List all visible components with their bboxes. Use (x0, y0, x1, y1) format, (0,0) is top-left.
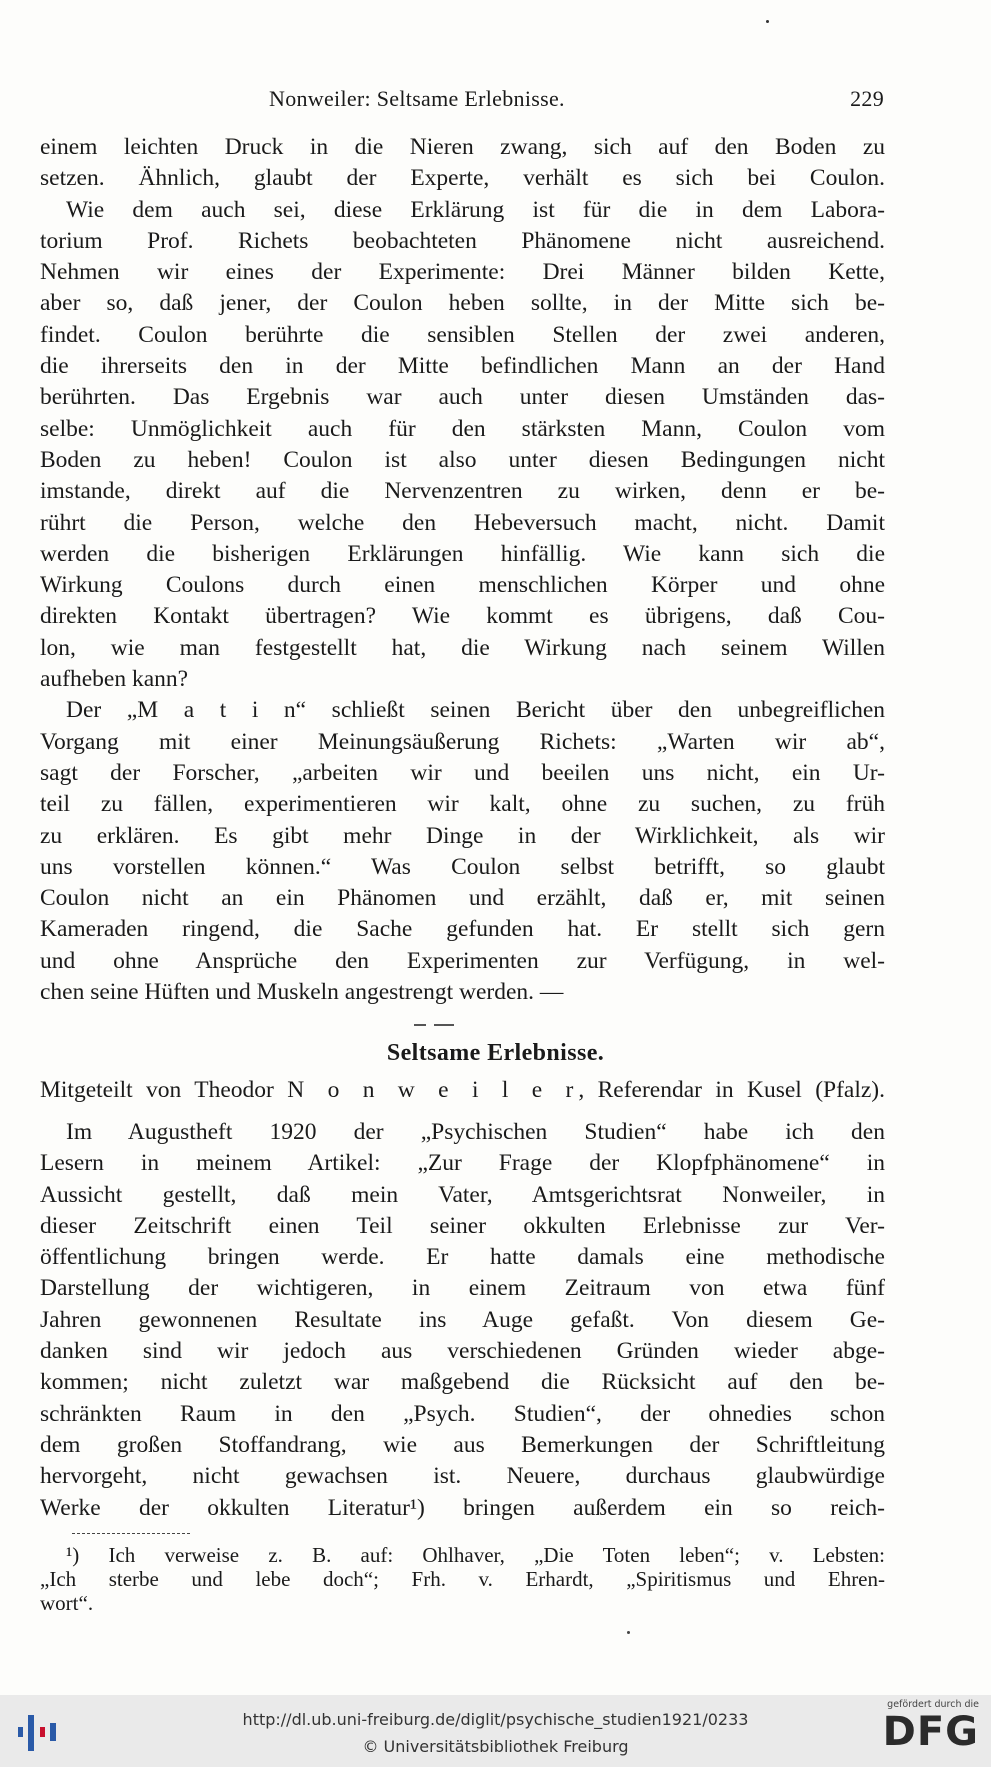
text-line: Wirkung Coulons durch einen menschlichen Körper und ohne (40, 572, 885, 599)
footnote-separator (72, 1533, 190, 1535)
dfg-logo (869, 1699, 979, 1763)
text-line: Kameraden ringend, die Sache gefunden hat. Er stellt sich gern (40, 916, 885, 943)
text-line: imstande, direkt auf die Nervenzentren zu wirken, denn er be- (40, 478, 885, 505)
text-line: Darstellung der wichtigeren, in einem Zeitraum von etwa fünf (40, 1275, 885, 1302)
text-line: sagt der Forscher, „arbeiten wir und beeilen uns nicht, ein Ur- (40, 759, 885, 786)
text-line: hervorgeht, nicht gewachsen ist. Neuere, durchaus glaubwürdige (40, 1463, 885, 1490)
section-title: Seltsame Erlebnisse. (386, 1040, 605, 1066)
text-line: Boden zu heben! Coulon ist also unter diesen Bedingungen nicht (40, 446, 885, 473)
paragraph-intro (40, 1117, 885, 1524)
text-line: Lesern in meinem Artikel: „Zur Frage der Klopfphänomene“ in (40, 1150, 885, 1177)
paragraph-continued (40, 132, 885, 1006)
section-divider (414, 1024, 454, 1026)
text-line: öffentlichung bringen werde. Er hatte damals eine methodische (40, 1244, 885, 1271)
text-line: Der „M a t i n“ schließt seinen Bericht über den unbegreiflichen (66, 697, 885, 724)
text-line: selbe: Unmöglichkeit auch für den stärksten Mann, Coulon vom (40, 415, 885, 442)
text-line: zu erklären. Es gibt mehr Dinge in der Wirklichkeit, als wir (40, 822, 885, 849)
text-line: lon, wie man festgestellt hat, die Wirkung nach seinem Willen (40, 634, 885, 661)
text-line: dem großen Stoffandrang, wie aus Bemerkungen der Schriftleitung (40, 1431, 885, 1458)
page-number: 229 (850, 86, 884, 111)
byline-prefix: Mitgeteilt von Theodor (40, 1077, 274, 1103)
author-name: N o n w e i l e r (287, 1077, 579, 1103)
text-line: aber so, daß jener, der Coulon heben sollte, in der Mitte sich be- (40, 290, 885, 317)
text-line: werden die bisherigen Erklärungen hinfällig. Wie kann sich die (40, 540, 885, 567)
running-title: Nonweiler: Seltsame Erlebnisse. (269, 86, 565, 111)
text-line: teil zu fällen, experimentieren wir kalt, ohne zu suchen, zu früh (40, 791, 885, 818)
text-line: rührt die Person, welche den Hebeversuch macht, nicht. Damit (40, 509, 885, 536)
text-line: direkten Kontakt übertragen? Wie kommt es übrigens, daß Cou- (40, 603, 885, 630)
source-url-link[interactable]: http://dl.ub.uni-freiburg.de/diglit/psychische_studien1921/0233 (242, 1710, 749, 1729)
text-line: und ohne Ansprüche den Experimenten zur Verfügung, in wel- (40, 947, 885, 974)
copyright-notice: © Universitätsbibliothek Freiburg (362, 1737, 629, 1756)
dfg-tagline: gefördert durch die (887, 1699, 979, 1710)
byline-suffix: , Referendar in Kusel (Pfalz). (578, 1077, 886, 1103)
speck-mark (766, 20, 769, 23)
footnote (40, 1543, 885, 1615)
text-line: die ihrerseits den in der Mitte befindlichen Mann an der Hand (40, 353, 885, 380)
text-line: berührten. Das Ergebnis war auch unter diesen Umständen das- (40, 384, 885, 411)
text-line: danken sind wir jedoch aus verschiedenen Gründen wieder abge- (40, 1338, 885, 1365)
footnote-line: wort“. (40, 1591, 94, 1615)
text-line: kommen; nicht zuletzt war maßgebend die Rücksicht auf den be- (40, 1369, 885, 1396)
text-line: dieser Zeitschrift einen Teil seiner okkulten Erlebnisse zur Ver- (40, 1212, 885, 1239)
text-line: uns vorstellen können.“ Was Coulon selbst betrifft, so glaubt (40, 853, 885, 880)
text-line: Aussicht gestellt, daß mein Vater, Amtsgerichtsrat Nonweiler, in (40, 1181, 885, 1208)
dfg-logo-text: DFG (882, 1709, 979, 1755)
text-line: Jahren gewonnenen Resultate ins Auge gefaßt. Von diesem Ge- (40, 1306, 885, 1333)
viewer-footer (0, 1695, 991, 1767)
footnote-line: ¹) Ich verweise z. B. auf: Ohlhaver, „Die Toten leben“; v. Lebsten: (66, 1543, 885, 1567)
text-line: einem leichten Druck in die Nieren zwang, sich auf den Boden zu (40, 134, 885, 160)
byline (40, 1077, 885, 1109)
text-line: Coulon nicht an ein Phänomen und erzählt, daß er, mit seinen (40, 885, 885, 912)
text-line: setzen. Ähnlich, glaubt der Experte, verhält es sich bei Coulon. (40, 165, 885, 192)
text-line: chen seine Hüften und Muskeln angestrengt werden. — (40, 979, 564, 1006)
running-header (40, 82, 884, 116)
text-line: torium Prof. Richets beobachteten Phänomene nicht ausreichend. (40, 227, 885, 254)
text-line: Im Augustheft 1920 der „Psychischen Studien“ habe ich den (66, 1119, 885, 1145)
text-line: Wie dem auch sei, diese Erklärung ist für die in dem Labora- (66, 196, 885, 223)
speck-mark (627, 1631, 630, 1634)
footnote-line: „Ich sterbe und lebe doch“; Frh. v. Erhardt, „Spiritismus und Ehren- (40, 1567, 885, 1591)
text-line: schränkten Raum in den „Psych. Studien“, der ohnedies schon (40, 1400, 885, 1427)
text-line: aufheben kann? (40, 666, 189, 693)
text-line: Werke der okkulten Literatur¹) bringen außerdem ein so reich- (40, 1494, 885, 1521)
text-line: Vorgang mit einer Meinungsäußerung Richets: „Warten wir ab“, (40, 728, 885, 755)
text-line: findet. Coulon berührte die sensiblen Stellen der zwei anderen, (40, 321, 885, 348)
text-line: Nehmen wir eines der Experimente: Drei Männer bilden Kette, (40, 259, 885, 286)
